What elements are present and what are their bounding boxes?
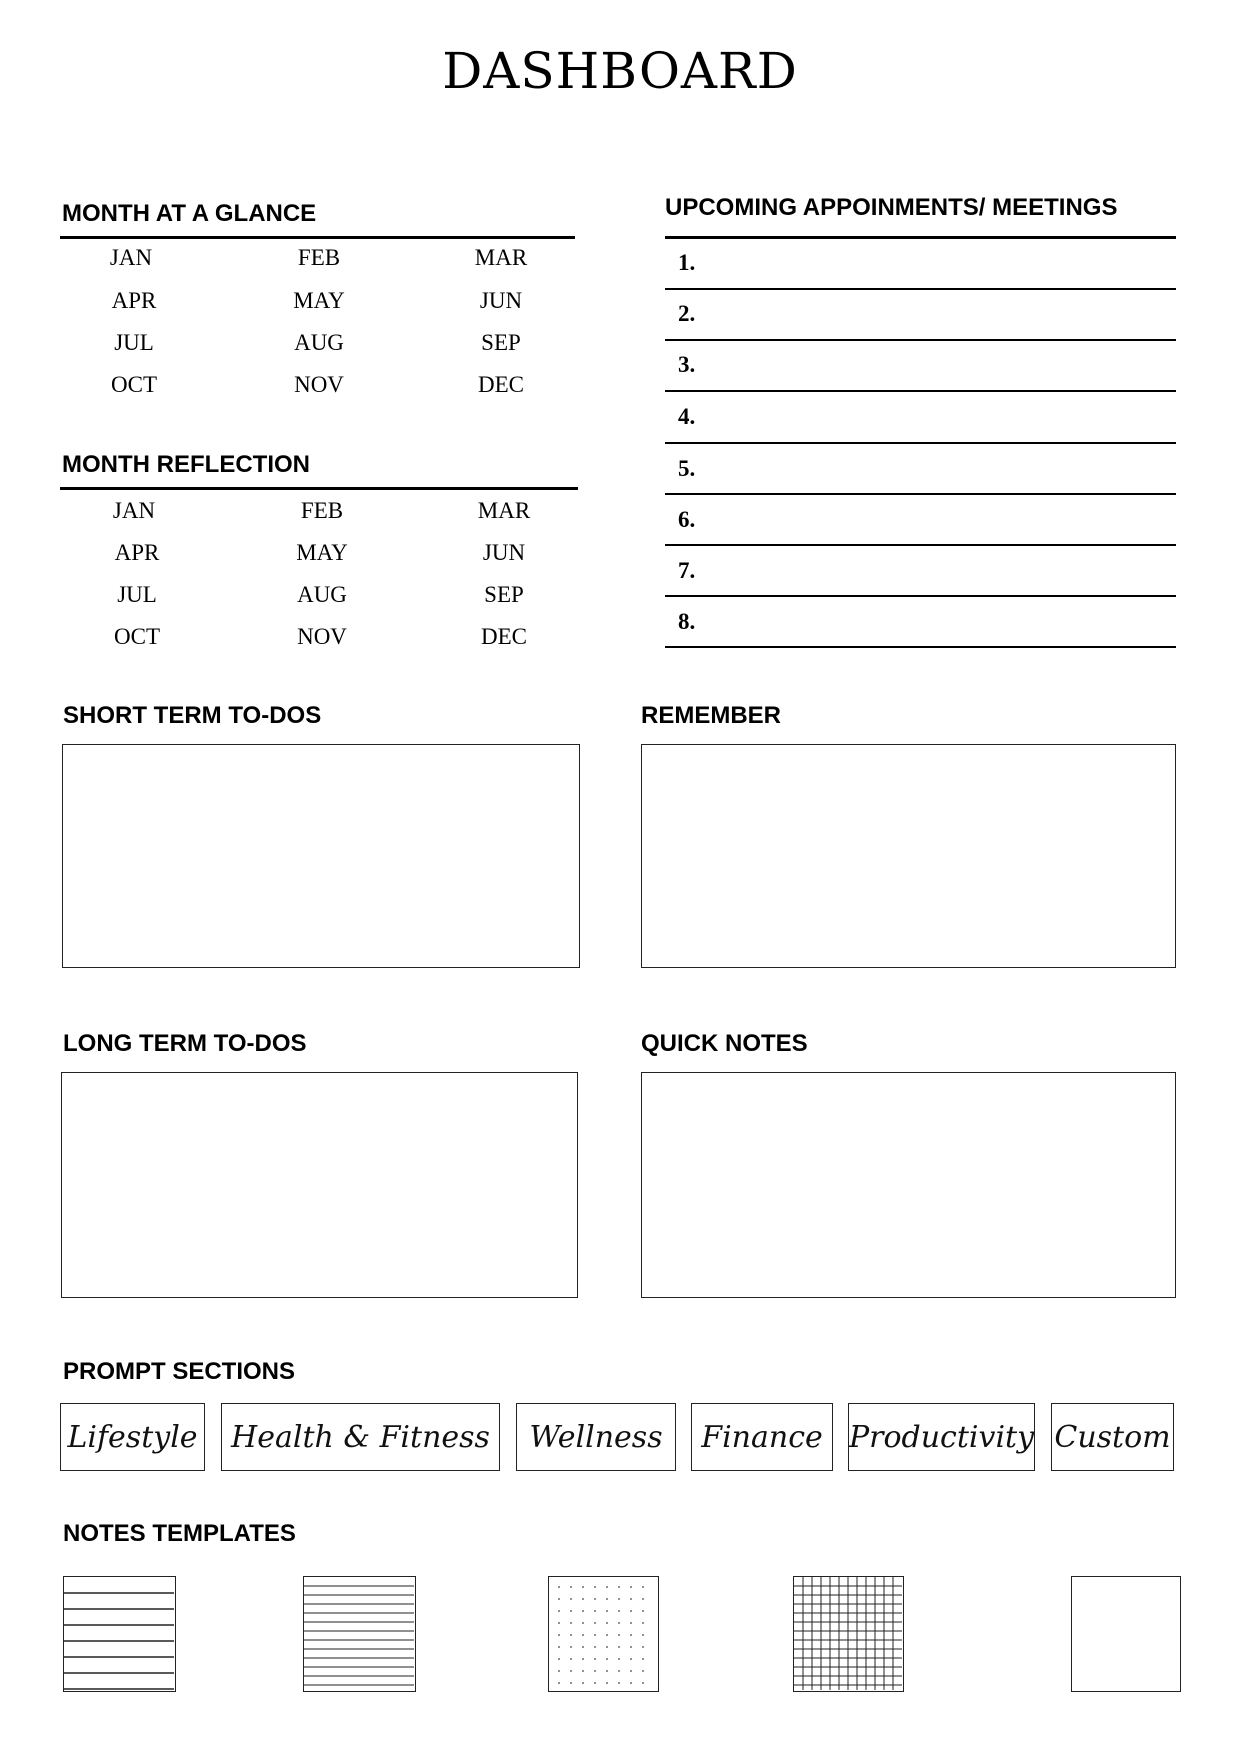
template-dot [570,1682,572,1684]
glance-month-jul[interactable]: JUL [114,330,154,355]
reflection-month-jun[interactable]: JUN [482,540,526,565]
template-dot [594,1670,596,1672]
narrow-lined-template-button[interactable] [303,1576,416,1692]
template-dot [618,1646,620,1648]
wide-lined-template-button[interactable] [63,1576,176,1692]
square-grid-icon [794,1577,902,1690]
prompt-custom-button[interactable]: Custom [1051,1403,1174,1471]
reflection-month-nov[interactable]: NOV [297,624,347,649]
reflection-month-oct[interactable]: OCT [114,624,160,649]
appointment-line-3[interactable] [665,390,1176,392]
template-dot [558,1586,560,1588]
reflection-month-jul[interactable]: JUL [117,582,157,607]
template-dot [606,1622,608,1624]
appointments-top-rule [665,236,1176,239]
template-dot [558,1670,560,1672]
notes-templates-heading: NOTES TEMPLATES [63,1520,296,1547]
template-dot [582,1646,584,1648]
appointments-heading: UPCOMING APPOINMENTS/ MEETINGS [665,194,1118,221]
appointment-line-7[interactable] [665,595,1176,597]
template-dot [594,1586,596,1588]
template-dot [582,1658,584,1660]
template-dot [558,1634,560,1636]
glance-month-jan[interactable]: JAN [109,245,153,270]
remember-box[interactable] [641,744,1176,968]
template-dot [642,1610,644,1612]
template-dot [618,1586,620,1588]
template-dot [618,1634,620,1636]
narrow-lined-icon [304,1577,414,1690]
appointment-number-2: 2. [678,301,696,326]
template-dot [594,1598,596,1600]
appointment-number-6: 6. [678,507,696,532]
template-dot [606,1646,608,1648]
template-dot [594,1622,596,1624]
template-dot [594,1658,596,1660]
template-dot [570,1622,572,1624]
template-dot [618,1670,620,1672]
short-term-heading: SHORT TERM TO-DOS [63,702,322,729]
appointment-line-2[interactable] [665,339,1176,341]
template-dot [618,1682,620,1684]
reflection-month-feb[interactable]: FEB [300,498,344,523]
template-dot [618,1610,620,1612]
template-dot [570,1598,572,1600]
template-dot [642,1646,644,1648]
short-term-todos-box[interactable] [62,744,580,968]
appointment-number-1: 1. [678,250,696,275]
prompt-wellness-button[interactable]: Wellness [516,1403,676,1471]
glance-month-aug[interactable]: AUG [294,330,344,355]
template-dot [558,1598,560,1600]
appointment-number-3: 3. [678,352,696,377]
template-dot [582,1682,584,1684]
prompt-finance-button[interactable]: Finance [691,1403,833,1471]
template-dot [606,1670,608,1672]
appointment-line-5[interactable] [665,493,1176,495]
template-dot [618,1598,620,1600]
template-dot [642,1658,644,1660]
page-title: DASHBOARD [442,42,798,100]
template-dot [558,1622,560,1624]
template-dot [630,1682,632,1684]
template-dot [558,1658,560,1660]
template-dot [570,1586,572,1588]
template-dot [630,1658,632,1660]
template-dot [582,1586,584,1588]
month-at-a-glance-rule [60,236,575,239]
glance-month-may[interactable]: MAY [293,288,345,313]
template-dot [582,1622,584,1624]
template-dot [630,1598,632,1600]
template-dot [582,1670,584,1672]
month-reflection-heading: MONTH REFLECTION [62,451,310,478]
glance-month-mar[interactable]: MAR [474,245,528,270]
glance-month-sep[interactable]: SEP [481,330,521,355]
reflection-month-aug[interactable]: AUG [297,582,347,607]
template-dot [582,1634,584,1636]
reflection-month-may[interactable]: MAY [296,540,348,565]
template-dot [570,1658,572,1660]
quick-notes-heading: QUICK NOTES [641,1030,808,1057]
blank-page-icon [1072,1577,1179,1690]
appointment-line-8[interactable] [665,646,1176,648]
template-dot [582,1610,584,1612]
template-dot [618,1622,620,1624]
template-dot [594,1646,596,1648]
template-dot [570,1610,572,1612]
template-dot [606,1586,608,1588]
template-dot [630,1646,632,1648]
reflection-month-apr[interactable]: APR [114,540,160,565]
template-dot [570,1670,572,1672]
prompt-productivity-button[interactable]: Productivity [848,1403,1035,1471]
template-dot [582,1598,584,1600]
template-dot [606,1658,608,1660]
template-dot [642,1634,644,1636]
template-dot [630,1634,632,1636]
dot-grid-template-button[interactable] [548,1576,659,1692]
prompt-sections-heading: PROMPT SECTIONS [63,1358,296,1385]
prompt-lifestyle-button[interactable]: Lifestyle [60,1403,205,1471]
appointment-line-6[interactable] [665,544,1176,546]
reflection-month-mar[interactable]: MAR [477,498,531,523]
remember-heading: REMEMBER [641,702,782,729]
template-dot [606,1610,608,1612]
appointment-number-4: 4. [678,404,696,429]
template-dot [570,1646,572,1648]
dot-grid-icon [549,1577,657,1690]
template-dot [606,1598,608,1600]
template-dot [630,1586,632,1588]
blank-template-button[interactable] [1071,1576,1181,1692]
quick-notes-box[interactable] [641,1072,1176,1298]
template-dot [642,1586,644,1588]
template-dot [558,1610,560,1612]
template-dot [594,1610,596,1612]
glance-month-oct[interactable]: OCT [111,372,157,397]
glance-month-feb[interactable]: FEB [297,245,341,270]
reflection-month-jan[interactable]: JAN [112,498,156,523]
square-grid-template-button[interactable] [793,1576,904,1692]
long-term-todos-box[interactable] [61,1072,578,1298]
glance-month-nov[interactable]: NOV [294,372,344,397]
long-term-heading: LONG TERM TO-DOS [63,1030,307,1057]
reflection-month-sep[interactable]: SEP [484,582,524,607]
template-dot [618,1658,620,1660]
prompt-health-fitness-button[interactable]: Health & Fitness [221,1403,500,1471]
template-dot [594,1682,596,1684]
template-dot [642,1670,644,1672]
glance-month-dec[interactable]: DEC [478,372,524,397]
template-dot [594,1634,596,1636]
template-dot [630,1610,632,1612]
glance-month-apr[interactable]: APR [111,288,157,313]
reflection-month-dec[interactable]: DEC [481,624,527,649]
template-dot [606,1634,608,1636]
appointment-number-5: 5. [678,456,696,481]
month-at-a-glance-heading: MONTH AT A GLANCE [62,200,317,227]
template-dot [642,1598,644,1600]
template-dot [558,1682,560,1684]
template-dot [642,1622,644,1624]
appointment-number-8: 8. [678,609,696,634]
template-dot [570,1634,572,1636]
template-dot [642,1682,644,1684]
template-dot [630,1622,632,1624]
template-dot [630,1670,632,1672]
appointment-line-4[interactable] [665,442,1176,444]
template-dot [606,1682,608,1684]
appointment-line-1[interactable] [665,288,1176,290]
appointment-number-7: 7. [678,558,696,583]
month-reflection-rule [60,487,578,490]
wide-lined-icon [64,1577,174,1690]
glance-month-jun[interactable]: JUN [479,288,523,313]
template-dot [558,1646,560,1648]
